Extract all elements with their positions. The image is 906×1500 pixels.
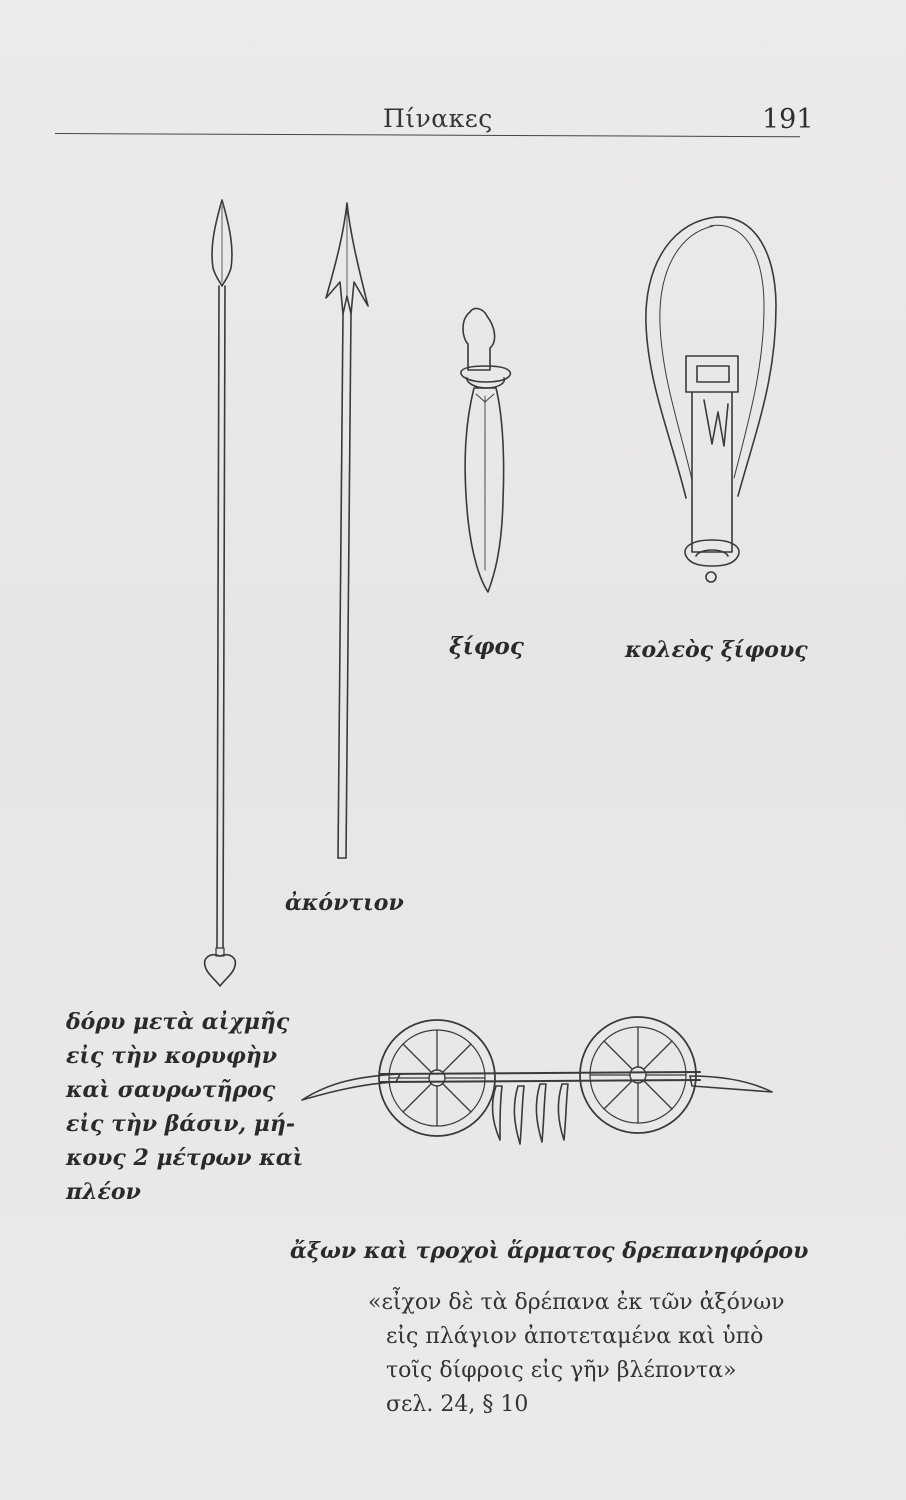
spear-illustration — [205, 200, 236, 986]
spear-caption-line: δόρυ μετὰ αἰχμῆς — [66, 1009, 290, 1035]
chariot-caption: ἄξων καὶ τροχοὶ ἅρματος δρεπανηφόρου — [290, 1238, 809, 1264]
spear-caption-line: κους 2 μέτρων καὶ — [66, 1145, 304, 1171]
sword-caption: ξίφος — [449, 633, 524, 660]
sword-illustration — [461, 309, 510, 592]
spear-caption-line: καὶ σαυρωτῆρος — [66, 1077, 276, 1103]
spear-caption-line: εἰς τὴν βάσιν, μή- — [66, 1111, 296, 1137]
spear-caption — [66, 1005, 303, 1209]
page-number: 191 — [762, 104, 814, 135]
left-wheel — [379, 1020, 495, 1136]
scabbard-illustration — [646, 217, 776, 582]
downward-scythes — [493, 1084, 568, 1144]
chariot-quote — [368, 1286, 785, 1422]
quote-line: τοῖς δίφροις εἰς γῆν βλέποντα» — [386, 1358, 737, 1383]
quote-line: «εἶχον δὲ τὰ δρέπανα ἐκ τῶν ἀξόνων — [368, 1290, 785, 1315]
spear-caption-line: πλέον — [66, 1179, 141, 1205]
spear-caption-line: εἰς τὴν κορυφὴν — [66, 1043, 278, 1069]
right-wheel — [580, 1017, 696, 1133]
quote-reference: σελ. 24, § 10 — [386, 1392, 529, 1417]
javelin-caption: ἀκόντιον — [285, 890, 404, 916]
quote-line: εἰς πλάγιον ἀποτεταμένα καὶ ὑπὸ — [386, 1324, 764, 1349]
javelin-illustration — [326, 203, 368, 858]
chariot-axle-illustration — [302, 1017, 772, 1144]
scabbard-caption: κολεὸς ξίφους — [625, 637, 808, 663]
running-header-title: Πίνακες — [383, 104, 493, 133]
